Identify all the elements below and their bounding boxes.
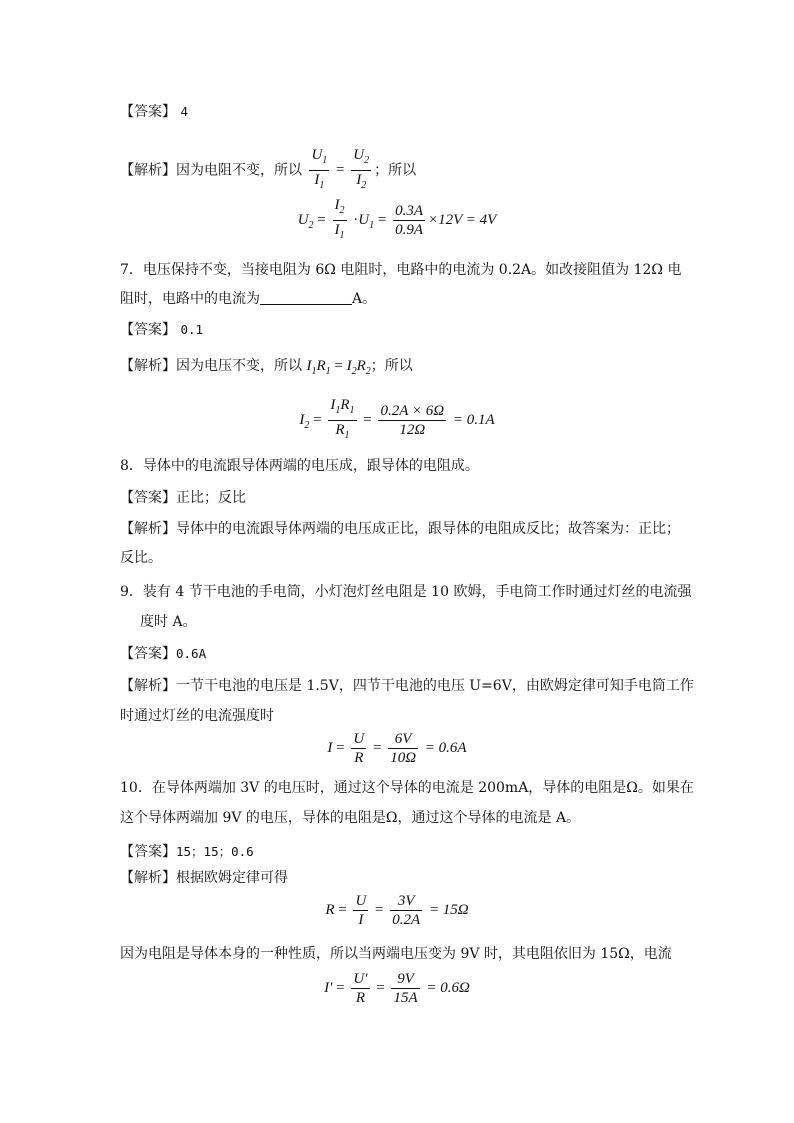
answer-label: 【答案】: [120, 646, 176, 662]
analysis-line-10: [120, 866, 674, 890]
analysis-label: 【解析】: [120, 678, 176, 694]
eq-den: 12Ω: [399, 422, 426, 438]
eq-result: = 15Ω: [428, 901, 469, 918]
analysis-line-10b: [120, 942, 674, 966]
eq-num: 6V: [388, 730, 418, 749]
question-text: 在导体两端加 3V 的电压时，通过这个导体的电流是 200mA，导体的电阻是Ω。如果在: [151, 780, 694, 796]
answer-label: 【答案】: [120, 844, 176, 860]
equation-7: $I_2$ = $\frac{I_1R_1}{R_1}$ = $\frac{0.2A \times 6\Omega}{12\Omega}$ = 0.1A: [299, 397, 495, 441]
analysis-line-9b: [120, 704, 674, 728]
inline-formula: $I_1R_1 = I_2R_2$: [306, 358, 371, 377]
analysis-label: 【解析】: [120, 162, 176, 179]
question-8: [120, 454, 674, 478]
question-text: 阻时，电路中的电流为: [120, 291, 260, 307]
answer-blank: [260, 290, 352, 305]
answer-line-10: [120, 840, 674, 864]
analysis-line-8: [120, 517, 680, 541]
eq-result: = 0.6A: [424, 739, 467, 756]
answer-value: 正比；反比: [176, 490, 246, 506]
answer-value: 4: [180, 104, 188, 119]
question-number: 9．: [120, 584, 143, 600]
eq-result: = 4V: [465, 211, 497, 228]
answer-value: 15；15；0.6: [176, 844, 254, 859]
equation-9: I = $\frac{U}{R}$ = $\frac{6V}{10\Omega}$ = 0.6A: [327, 731, 467, 766]
inline-formula: $\frac{U_1}{I_1}$ = $\frac{U_2}{I_2}$: [311, 147, 370, 191]
analysis-text: 一节干电池的电压是 1.5V，四节干电池的电压 U=6V，由欧姆定律可知手电筒工作: [176, 678, 694, 694]
analysis-text: ；所以: [374, 162, 417, 179]
answer-label: 【答案】: [120, 104, 176, 120]
question-number: 7．: [120, 262, 143, 278]
equation-6: $U_2$ = $\frac{I_2}{I_1}$ $\cdot U_1$ = $\frac{0.3A}{0.9A}$ ×12V = 4V: [297, 197, 497, 241]
eq-num: 0.2A × 6Ω: [380, 403, 445, 419]
eq-den: 15A: [393, 990, 418, 1006]
question-9: [120, 580, 692, 604]
analysis-text: 时通过灯丝的电流强度时: [120, 708, 274, 724]
analysis-label: 【解析】: [120, 870, 176, 886]
answer-line-6: [120, 100, 674, 124]
question-number: 10．: [120, 780, 152, 796]
analysis-label: 【解析】: [120, 358, 176, 374]
question-10-line2: [120, 806, 674, 830]
eq-num: 3V: [390, 892, 422, 911]
equation-10a: R = $\frac{U}{I}$ = $\frac{3V}{0.2A}$ = 15Ω: [325, 893, 469, 928]
question-7: [120, 258, 682, 282]
analysis-line-6: [120, 146, 674, 195]
eq-den: 0.9A: [395, 222, 423, 238]
analysis-line-9: [120, 674, 694, 698]
answer-value: 0.1: [180, 322, 204, 337]
question-text: 导体中的电流跟导体两端的电压成，跟导体的电阻成。: [142, 458, 479, 474]
question-text: 这个导体两端加 9V 的电压，导体的电阻是Ω，通过这个导体的电流是 A。: [120, 810, 581, 826]
eq-num: 9V: [391, 970, 419, 989]
question-text: 电压保持不变，当接电阻为 6Ω 电阻时，电路中的电流为 0.2A。如改接阻值为 12Ω 电: [142, 262, 682, 278]
question-text: 装有 4 节干电池的手电筒，小灯泡灯丝电阻是 10 欧姆，手电筒工作时通过灯丝的电流强: [142, 584, 692, 600]
analysis-text: 因为电压不变，所以: [176, 358, 302, 374]
eq-num: 0.3A: [395, 203, 423, 219]
answer-line-8: [120, 486, 674, 510]
analysis-text: ；所以: [370, 358, 413, 374]
analysis-line-7: [120, 354, 674, 384]
analysis-text: 因为电阻不变，所以: [176, 162, 302, 179]
answer-line-7: [120, 318, 674, 342]
answer-line-9: [120, 642, 674, 666]
analysis-text: 反比。: [120, 550, 162, 566]
answer-label: 【答案】: [120, 490, 176, 506]
analysis-line-8b: [120, 546, 674, 570]
analysis-text: 导体中的电流跟导体两端的电压成正比，跟导体的电阻成反比；故答案为：正比；: [176, 521, 680, 537]
eq-den: 10Ω: [390, 750, 417, 766]
equation-10b: I′ = $\frac{U'}{R}$ = $\frac{9V}{15A}$ = 0.6Ω: [324, 971, 470, 1006]
analysis-text: 因为电阻是导体本身的一种性质，所以当两端电压变为 9V 时，其电阻依旧为 15Ω，电流: [120, 946, 672, 962]
answer-value: 0.6A: [176, 646, 207, 661]
question-text: A。: [352, 291, 377, 307]
question-number: 8．: [120, 458, 143, 474]
analysis-label: 【解析】: [120, 521, 176, 537]
question-text: 度时 A。: [140, 614, 197, 630]
analysis-text: 根据欧姆定律可得: [176, 870, 288, 886]
eq-result: = 0.6Ω: [426, 979, 470, 996]
eq-result: = 0.1A: [452, 411, 495, 428]
question-9-line2: [140, 610, 674, 634]
eq-den: 0.2A: [392, 912, 421, 928]
answer-label: 【答案】: [120, 322, 176, 338]
question-10: [120, 776, 694, 800]
eq-mult: ×12V: [427, 211, 462, 228]
question-7-line2: [120, 287, 674, 311]
